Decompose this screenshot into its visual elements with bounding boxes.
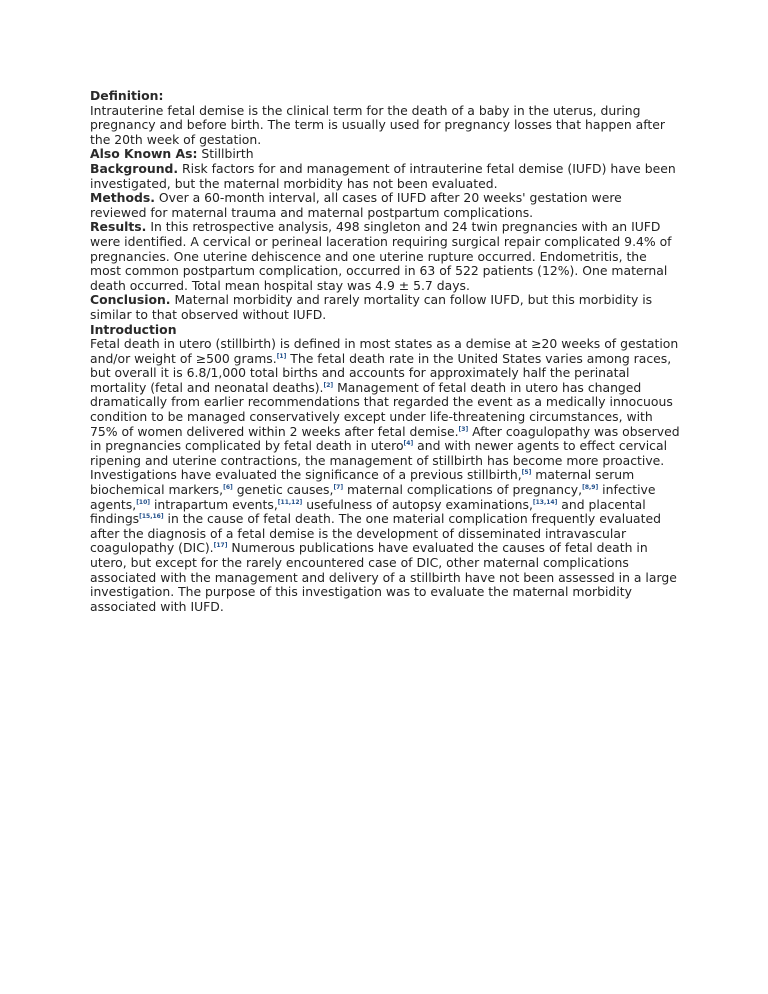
intro-p2-text: usefulness of autopsy examinations, bbox=[302, 496, 533, 512]
intro-p2-text: infective agents, bbox=[90, 482, 656, 512]
intro-p1-text: Management of fetal death in utero has changed dramatically from earlier recommendations that regarded the event as a medically innocuous condition to be managed conservatively except under life-threatening circumstances, with 75% of women delivered within 2 weeks after fetal demise. bbox=[90, 379, 673, 439]
intro-p2-text: maternal complications of pregnancy, bbox=[343, 482, 583, 498]
intro-p1-text: Fetal death in utero (stillbirth) is defined in most states as a demise at ≥20 weeks of gestation and/or weight of ≥500 grams. bbox=[90, 336, 679, 366]
article-body bbox=[90, 89, 680, 614]
results-label: Results. bbox=[90, 219, 147, 235]
citation-link[interactable]: [1] bbox=[276, 352, 287, 360]
citation-link[interactable]: [15,16] bbox=[139, 513, 164, 521]
citation-link[interactable]: [13,14] bbox=[532, 498, 558, 506]
definition-heading: Definition: bbox=[90, 88, 164, 103]
methods-text: Over a 60-month interval, all cases of IUFD after 20 weeks' gestation were reviewed for maternal trauma and maternal postpartum complications. bbox=[90, 190, 622, 220]
intro-p2-text: and placental findings bbox=[90, 496, 646, 527]
abstract-background bbox=[90, 162, 680, 191]
intro-p1-text: and with newer agents to effect cervical ripening and uterine contractions, the management of stillbirth has become more proactive. bbox=[90, 438, 668, 468]
intro-p2-text: Investigations have evaluated the significance of a previous stillbirth, bbox=[90, 467, 522, 483]
citation-link[interactable]: [5] bbox=[521, 469, 532, 477]
intro-p2-text: in the cause of fetal death. The one material complication frequently evaluated after the diagnosis of a fetal demise is the development of disseminated intravascular coagulopathy (DIC). bbox=[90, 511, 661, 556]
intro-p2-text: genetic causes, bbox=[232, 482, 334, 498]
citation-link[interactable]: [17] bbox=[213, 542, 228, 550]
citation-link[interactable]: [4] bbox=[403, 440, 414, 448]
intro-p2-text: intrapartum events, bbox=[150, 496, 278, 512]
methods-label: Methods. bbox=[90, 190, 155, 206]
citation-link[interactable]: [8,9] bbox=[582, 484, 599, 492]
intro-p2-text: Numerous publications have evaluated the causes of fetal death in utero, but except for the rarely encountered case of DIC, other maternal complications associated with the management and delivery of a stillbirth have not been assessed in a large investigation. The purpose of this investigation was to evaluate the maternal morbidity associated with IUFD. bbox=[90, 540, 677, 614]
conclusion-label: Conclusion. bbox=[90, 292, 171, 308]
intro-p2-text: maternal serum biochemical markers, bbox=[90, 467, 635, 498]
abstract-results bbox=[90, 220, 680, 293]
citation-link[interactable]: [7] bbox=[333, 484, 344, 492]
also-known-as-label: Also Known As: bbox=[90, 146, 198, 162]
citation-link[interactable]: [2] bbox=[323, 381, 334, 389]
citation-link[interactable]: [10] bbox=[136, 498, 151, 506]
results-text: In this retrospective analysis, 498 singleton and 24 twin pregnancies with an IUFD were identified. A cervical or perineal laceration requiring surgical repair complicated 9.4% of pregnancies. One uterine dehiscence and one uterine rupture occurred. Endometritis, the most common postpartum complication, occurred in 63 of 522 patients (12%). One maternal death occurred. Total mean hospital stay was 4.9 ± 5.7 days. bbox=[90, 219, 672, 293]
introduction-heading: Introduction bbox=[90, 321, 177, 337]
abstract-conclusion bbox=[90, 293, 680, 322]
background-text: Risk factors for and management of intrauterine fetal demise (IUFD) have been investigated, but the maternal morbidity has not been evaluated. bbox=[90, 160, 676, 191]
definition-text: Intrauterine fetal demise is the clinical term for the death of a baby in the uterus, during pregnancy and before birth. The term is usually used for pregnancy losses that happen after the 20th week of gestation. bbox=[90, 102, 665, 147]
abstract-methods bbox=[90, 191, 680, 220]
also-known-as bbox=[90, 147, 680, 162]
citation-link[interactable]: [6] bbox=[223, 484, 233, 492]
intro-p1-text: After coagulopathy was observed in pregnancies complicated by fetal death in utero bbox=[90, 423, 680, 454]
introduction-paragraph-1 bbox=[90, 337, 680, 468]
citation-link[interactable]: [11,12] bbox=[277, 498, 303, 506]
introduction-paragraph-2 bbox=[90, 468, 680, 614]
also-known-as-value: Stillbirth bbox=[197, 146, 254, 162]
intro-p1-text: The fetal death rate in the United States varies among races, but overall it is 6.8/1,000 total births and accounts for approximately half the perinatal mortality (fetal and neonatal deaths). bbox=[90, 350, 672, 395]
citation-link[interactable]: [3] bbox=[458, 425, 469, 433]
background-label: Background. bbox=[90, 160, 179, 176]
conclusion-text: Maternal morbidity and rarely mortality can follow IUFD, but this morbidity is similar to that observed without IUFD. bbox=[90, 292, 653, 322]
